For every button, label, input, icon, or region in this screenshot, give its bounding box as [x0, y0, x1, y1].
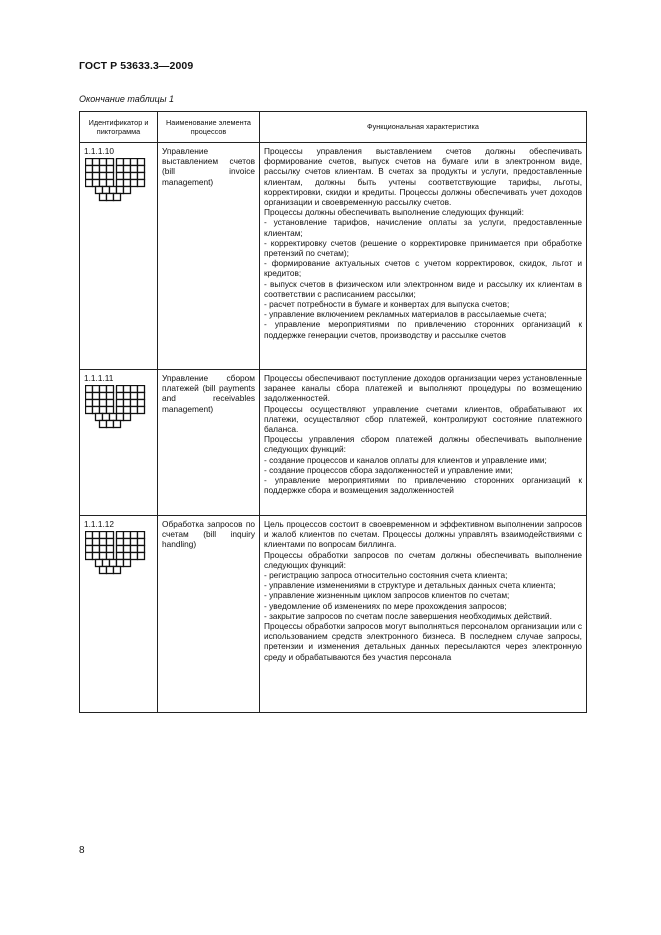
pictogram-cell — [131, 386, 138, 393]
document-header: ГОСТ Р 53633.3—2009 — [79, 60, 194, 72]
pictogram-cell — [100, 173, 107, 180]
pictogram-cell — [138, 532, 145, 539]
pictogram-cell — [86, 173, 93, 180]
description-line: - установление тарифов, начисление оплаты за услуги, предоставленные клиентам; — [264, 217, 582, 238]
pictogram-cell — [100, 180, 107, 187]
pictogram-cell — [131, 539, 138, 546]
pictogram-cell — [117, 560, 124, 567]
pictogram-cell — [124, 180, 131, 187]
pictogram-cell — [138, 400, 145, 407]
pictogram-cell — [107, 421, 114, 428]
pictogram-cell — [124, 173, 131, 180]
pictogram-cell — [100, 567, 107, 574]
pictogram-cell — [124, 386, 131, 393]
description-line: Процессы обработки запросов могут выполняться персоналом организации или с использованием средств электронного бизнеса. В последнем случае запросы, претензии и изменения детальных данных пересылаются через электронную среду и обрабатываются без участия персонала — [264, 621, 582, 662]
pictogram-cell — [107, 194, 114, 201]
pictogram-cell — [107, 400, 114, 407]
column-header-description: Функциональная характеристика — [260, 112, 587, 143]
pictogram-cell — [110, 187, 117, 194]
pictogram-cell — [93, 532, 100, 539]
pictogram-cell — [124, 393, 131, 400]
row-name-cell: Обработка запросов по счетам (bill inquiry handling) — [158, 516, 260, 713]
description-line: - расчет потребности в бумаге и конвертах для выпуска счетов; — [264, 299, 510, 310]
pictogram-cell — [103, 560, 110, 567]
pictogram-cell — [86, 159, 93, 166]
description-line: Процессы обеспечивают поступление доходов организации через установленные заранее каналы сбора платежей и выполняют процедуры по возмещению задолженностей. — [264, 373, 582, 404]
pictogram-cell — [93, 546, 100, 553]
pictogram-cell — [117, 386, 124, 393]
pictogram-cell — [110, 414, 117, 421]
pictogram-cell — [114, 421, 121, 428]
pictogram-cell — [86, 166, 93, 173]
description-line: - управление мероприятиями по привлечению сторонних организаций к поддержке генерации счетов, производству и рассылке счетов — [264, 319, 582, 340]
pictogram-cell — [107, 407, 114, 414]
pictogram-cell — [124, 166, 131, 173]
pictogram-cell — [86, 546, 93, 553]
pictogram-cell — [100, 532, 107, 539]
pictogram-cell — [138, 180, 145, 187]
pictogram-cell — [86, 393, 93, 400]
pictogram-cell — [131, 400, 138, 407]
pictogram-cell — [100, 194, 107, 201]
pictogram-cell — [117, 166, 124, 173]
pictogram-grid-icon — [85, 158, 148, 208]
pictogram-cell — [124, 553, 131, 560]
pictogram-cell — [138, 546, 145, 553]
pictogram-cell — [124, 159, 131, 166]
pictogram-cell — [86, 553, 93, 560]
pictogram-cell — [117, 546, 124, 553]
pictogram-cell — [86, 407, 93, 414]
pictogram-cell — [100, 159, 107, 166]
pictogram-cell — [131, 159, 138, 166]
description-line: Цель процессов состоит в своевременном и эффективном выполнении запросов и жалоб клиентов по счетам. Процессы должны управлять взаимодействиями с клиентами по вопросам биллинга. — [264, 519, 582, 550]
row-id: 1.1.1.10 — [84, 146, 114, 156]
pictogram-cell — [138, 166, 145, 173]
pictogram-cell — [103, 414, 110, 421]
pictogram-cell — [107, 180, 114, 187]
description-line: - создание процессов и каналов оплаты для клиентов и управление ими; — [264, 454, 547, 465]
pictogram-cell — [131, 393, 138, 400]
pictogram-cell — [117, 414, 124, 421]
table-row — [80, 516, 587, 713]
description-line: - управление мероприятиями по привлечению сторонних организаций к поддержке сбора и возмещения задолженностей — [264, 475, 582, 496]
description-line: - формирование актуальных счетов с учетом корректировок, скидок, льгот и кредитов; — [264, 258, 582, 279]
pictogram-cell — [86, 532, 93, 539]
pictogram-cell — [103, 187, 110, 194]
description-line: Процессы осуществляют управление счетами клиентов, обрабатывают их платежи, осуществляют сбор платежей, контролируют состояние платежного баланса. — [264, 403, 582, 435]
pictogram-cell — [131, 180, 138, 187]
pictogram-cell — [131, 546, 138, 553]
pictogram-cell — [107, 539, 114, 546]
pictogram-cell — [100, 421, 107, 428]
pictogram-cell — [131, 407, 138, 414]
description-line: - выпуск счетов в физическом или электронном виде и рассылку их клиентам в соответствии с расписанием рассылки; — [264, 278, 582, 299]
pictogram-cell — [107, 546, 114, 553]
row-id-cell — [80, 516, 158, 713]
row-description-cell — [260, 143, 587, 370]
pictogram-cell — [124, 539, 131, 546]
pictogram-cell — [107, 393, 114, 400]
pictogram-cell — [100, 407, 107, 414]
pictogram-cell — [93, 400, 100, 407]
description-line: - уведомление об изменениях по мере прохождения запросов; — [264, 600, 507, 611]
description-line: Процессы обработки запросов по счетам должны обеспечивать выполнение следующих функций: — [264, 549, 582, 570]
pictogram-cell — [131, 173, 138, 180]
pictogram-cell — [96, 560, 103, 567]
pictogram-grid-icon — [85, 531, 148, 581]
pictogram-cell — [124, 400, 131, 407]
pictogram-cell — [100, 386, 107, 393]
pictogram-cell — [117, 400, 124, 407]
pictogram-cell — [117, 532, 124, 539]
pictogram-cell — [124, 414, 131, 421]
row-description-cell — [260, 370, 587, 516]
description-line: Процессы управления сбором платежей должны обеспечивать выполнение следующих функций: — [264, 434, 582, 455]
pictogram-cell — [124, 546, 131, 553]
pictogram-cell — [93, 166, 100, 173]
description-line: - закрытие запросов по счетам после завершения необходимых действий. — [264, 610, 552, 621]
pictogram-cell — [124, 532, 131, 539]
pictogram-cell — [93, 180, 100, 187]
pictogram-cell — [138, 386, 145, 393]
pictogram-cell — [114, 567, 121, 574]
process-table — [79, 111, 587, 713]
row-id-cell — [80, 143, 158, 370]
pictogram-cell — [93, 407, 100, 414]
description-line: - корректировку счетов (решение о корректировке принимается при обработке претензий по счетам); — [264, 237, 582, 259]
pictogram-cell — [117, 159, 124, 166]
row-description-cell — [260, 516, 587, 713]
row-name-cell: Управление сбором платежей (bill payments and receivables management) — [158, 370, 260, 516]
pictogram-cell — [100, 400, 107, 407]
pictogram-cell — [138, 159, 145, 166]
pictogram-cell — [86, 180, 93, 187]
description-line: - управление изменениями в структуре и детальных данных счета клиента; — [264, 580, 556, 591]
pictogram-cell — [117, 539, 124, 546]
pictogram-cell — [138, 539, 145, 546]
pictogram-cell — [96, 187, 103, 194]
pictogram-cell — [124, 407, 131, 414]
pictogram-cell — [86, 539, 93, 546]
pictogram-cell — [138, 393, 145, 400]
description-line: Процессы управления выставлением счетов должны обеспечивать формирование счетов, выпуск счетов на бумаге или в электронном виде, рассылку счетов клиентам. В счетах за продукты и услуги, предоставленные клиентам, должны быть учтены соответствующие тарифы, льготы, корректировки, скидки и кредиты. Процессы должны обеспечивать учет доходов организации и своевременную рассылку счетов. — [264, 146, 582, 208]
pictogram-cell — [93, 159, 100, 166]
pictogram-cell — [100, 553, 107, 560]
pictogram-cell — [107, 532, 114, 539]
row-name-cell: Управление выставлением счетов (bill invoice management) — [158, 143, 260, 370]
pictogram-cell — [110, 560, 117, 567]
pictogram-cell — [138, 173, 145, 180]
pictogram-cell — [117, 173, 124, 180]
table-caption: Окончание таблицы 1 — [79, 94, 174, 104]
pictogram-cell — [131, 532, 138, 539]
pictogram-cell — [131, 553, 138, 560]
pictogram-cell — [117, 553, 124, 560]
pictogram-cell — [86, 400, 93, 407]
description-line: - создание процессов сбора задолженностей и управление ими; — [264, 464, 513, 475]
row-id-cell — [80, 370, 158, 516]
pictogram-cell — [93, 393, 100, 400]
description-line: Процессы должны обеспечивать выполнение следующих функций: — [264, 207, 524, 218]
row-id: 1.1.1.12 — [84, 519, 114, 529]
table-row — [80, 143, 587, 370]
pictogram-cell — [117, 393, 124, 400]
pictogram-cell — [107, 567, 114, 574]
pictogram-cell — [107, 159, 114, 166]
description-line: - управление жизненным циклом запросов клиентов по счетам; — [264, 590, 510, 601]
pictogram-grid-icon — [85, 385, 148, 435]
pictogram-cell — [131, 166, 138, 173]
pictogram-cell — [124, 560, 131, 567]
description-line: - управление включением рекламных материалов в рассылаемые счета; — [264, 309, 547, 320]
pictogram-cell — [93, 173, 100, 180]
pictogram-cell — [100, 539, 107, 546]
pictogram-cell — [100, 393, 107, 400]
column-header-name: Наименование элемента процессов — [158, 112, 260, 143]
pictogram-cell — [114, 194, 121, 201]
pictogram-cell — [138, 407, 145, 414]
table-row — [80, 370, 587, 516]
description-line: - регистрацию запроса относительно состояния счета клиента; — [264, 570, 508, 581]
pictogram-cell — [107, 553, 114, 560]
row-id: 1.1.1.11 — [84, 373, 114, 383]
pictogram-cell — [124, 187, 131, 194]
pictogram-cell — [138, 553, 145, 560]
table-header-row — [80, 112, 587, 143]
pictogram-cell — [117, 407, 124, 414]
pictogram-cell — [117, 180, 124, 187]
page-number: 8 — [79, 845, 85, 856]
pictogram-cell — [100, 546, 107, 553]
pictogram-cell — [93, 539, 100, 546]
pictogram-cell — [107, 166, 114, 173]
pictogram-cell — [86, 386, 93, 393]
pictogram-cell — [93, 553, 100, 560]
pictogram-cell — [96, 414, 103, 421]
pictogram-cell — [107, 386, 114, 393]
pictogram-cell — [93, 386, 100, 393]
pictogram-cell — [107, 173, 114, 180]
column-header-id: Идентификатор и пиктограмма — [80, 112, 158, 143]
pictogram-cell — [117, 187, 124, 194]
pictogram-cell — [100, 166, 107, 173]
